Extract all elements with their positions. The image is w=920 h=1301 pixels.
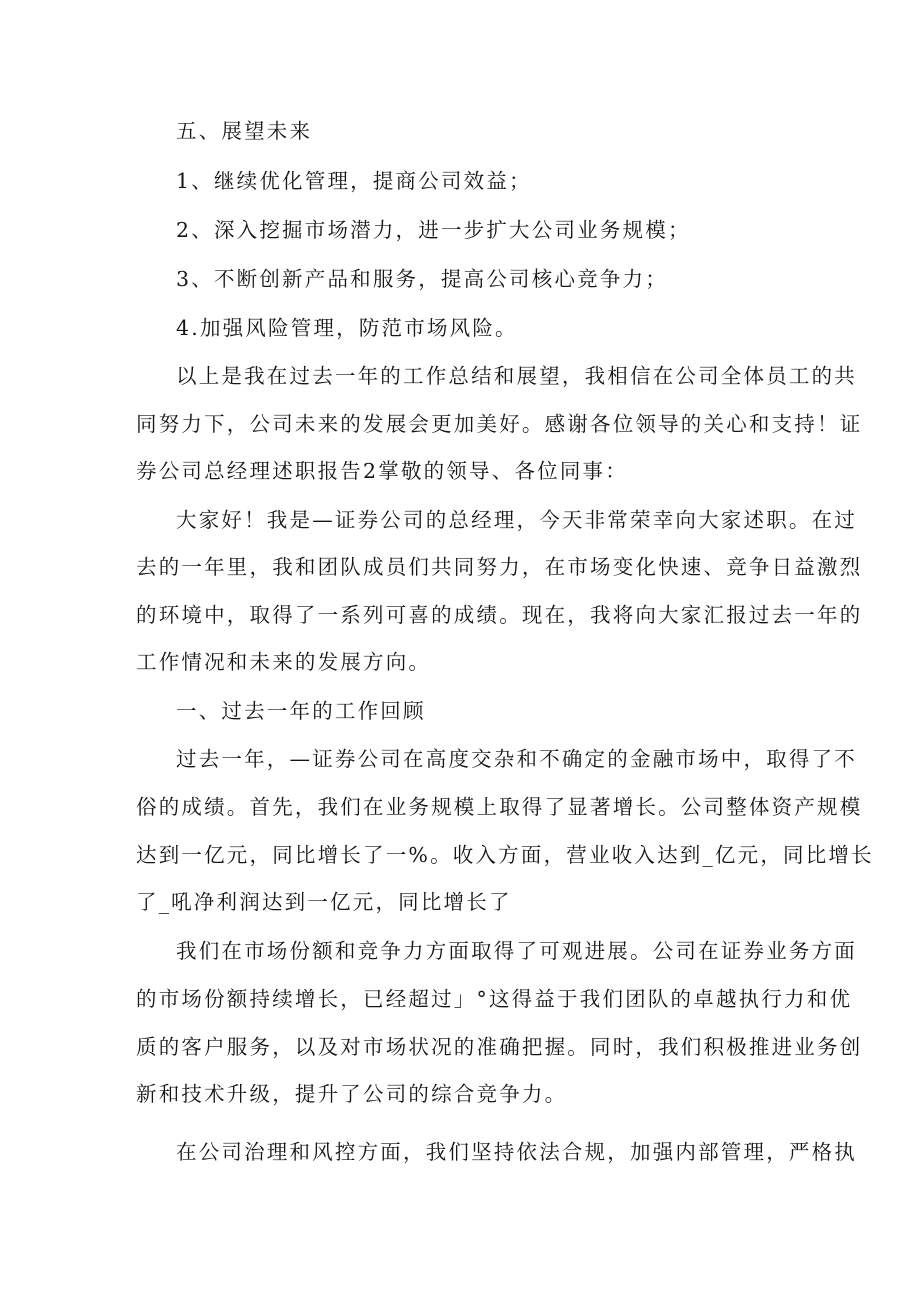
paragraph-line: 券公司总经理述职报告2掌敬的领导、各位同事： xyxy=(136,459,628,483)
paragraph-line: 新和技术升级，提升了公司的综合竞争力。 xyxy=(136,1082,568,1106)
section-heading-outlook: 五、展望未来 xyxy=(176,119,313,143)
paragraph-line: 俗的成绩。首先，我们在业务规模上取得了显著增长。公司整体资产规模 xyxy=(136,795,863,819)
paragraph-line: 去的一年里，我和团队成员们共同努力，在市场变化快速、竞争日益激烈 xyxy=(136,555,863,579)
paragraph-line: 以上是我在过去一年的工作总结和展望，我相信在公司全体员工的共 xyxy=(176,364,857,388)
paragraph-line: 质的客户服务，以及对市场状况的准确把握。同时，我们积极推进业务创 xyxy=(136,1035,863,1059)
paragraph-line: 工作情况和未来的发展方向。 xyxy=(136,650,432,674)
outlook-item-3: 3、不断创新产品和服务，提高公司核心竞争力； xyxy=(176,267,668,291)
outlook-item-4: 4.加强风险管理，防范市场风险。 xyxy=(176,316,518,340)
paragraph-line: 同努力下，公司未来的发展会更加美好。感谢各位领导的关心和支持！证 xyxy=(136,412,863,436)
outlook-item-1: 1、继续优化管理，提商公司效益； xyxy=(176,169,532,193)
paragraph-line: 在公司治理和风控方面，我们坚持依法合规，加强内部管理，严格执 xyxy=(176,1140,857,1164)
paragraph-line: 我们在市场份额和竞争力方面取得了可观进展。公司在证券业务方面 xyxy=(176,939,857,963)
paragraph-line: 达到一亿元，同比增长了一%。收入方面，营业收入达到_亿元，同比增长 xyxy=(136,843,874,867)
paragraph-line: 的环境中，取得了一系列可喜的成绩。现在，我将向大家汇报过去一年的 xyxy=(136,603,863,627)
paragraph-line: 大家好！我是—证券公司的总经理，今天非常荣幸向大家述职。在过 xyxy=(176,508,857,532)
paragraph-line: 过去一年，—证券公司在高度交杂和不确定的金融市场中，取得了不 xyxy=(176,747,857,771)
paragraph-line: 了_吼净利润达到一亿元，同比增长了 xyxy=(136,890,512,914)
paragraph-line: 的市场份额持续增长，已经超过」°这得益于我们团队的卓越执行力和优 xyxy=(136,987,853,1011)
outlook-item-2: 2、深入挖掘市场潜力，进一步扩大公司业务规模； xyxy=(176,218,691,242)
section-heading-review: 一、过去一年的工作回顾 xyxy=(176,699,426,723)
